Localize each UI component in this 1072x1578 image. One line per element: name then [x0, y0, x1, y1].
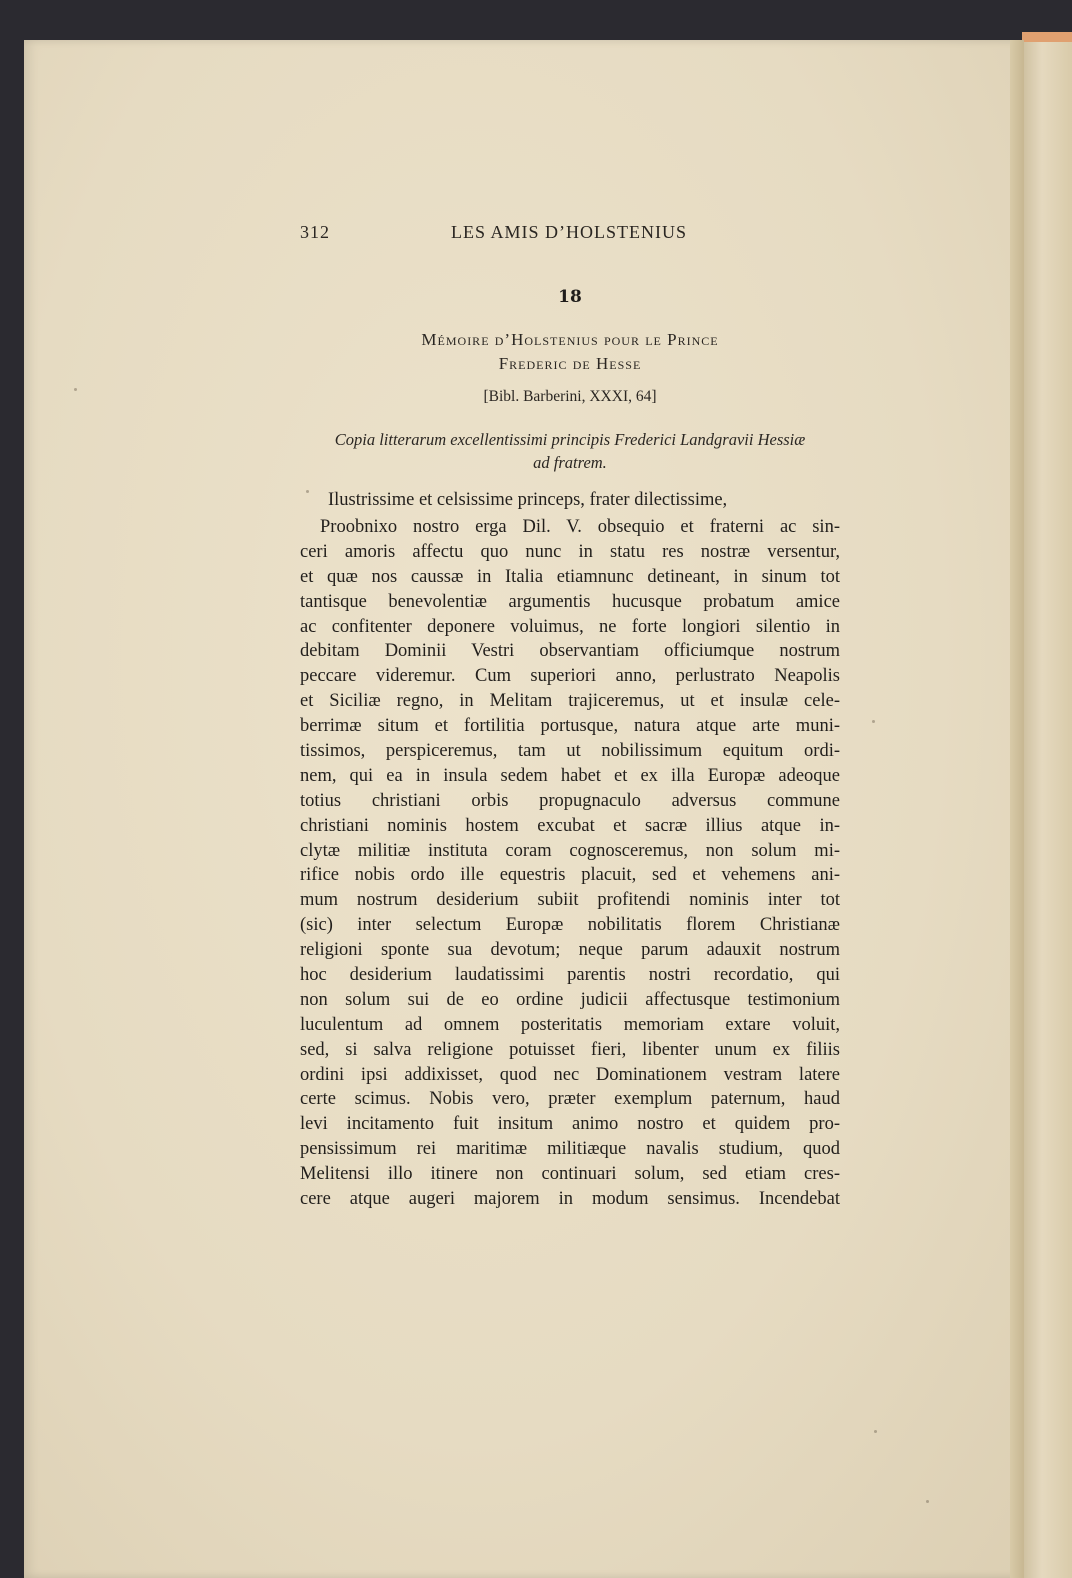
running-head: [300, 222, 840, 246]
text-line: tantisque benevolentiæ argumentis hucusque probatum amice: [300, 591, 840, 612]
text-line: tissimos, perspiceremus, tam ut nobilissimum equitum ordi-: [300, 741, 840, 762]
body-text: [300, 515, 840, 1212]
copia-line: ad fratrem.: [533, 453, 607, 472]
text-line: totius christiani orbis propugnaculo adversus commune: [300, 790, 840, 811]
page-number: 312: [300, 222, 330, 242]
text-line: hoc desiderium laudatissimi parentis nostri recordatio, qui: [300, 965, 840, 986]
text-line: debitam Dominii Vestri observantiam officiumque nostrum: [300, 641, 840, 662]
text-line: mum nostrum desiderium subiit profitendi nominis inter tot: [300, 890, 840, 911]
source-reference: [Bibl. Barberini, XXXI, 64]: [483, 388, 657, 405]
text-line: levi incitamento fuit insitum animo nostro et quidem pro-: [300, 1114, 840, 1135]
text-line: rifice nobis ordo ille equestris placuit, sed et vehemens ani-: [300, 865, 840, 886]
text-line: et Siciliæ regno, in Melitam trajiceremus, ut et insulæ cele-: [300, 691, 840, 712]
paper-speck: [872, 720, 875, 723]
document-title-line: Mémoire d’Holstenius pour le Prince: [421, 330, 719, 349]
text-line: non solum sui de eo ordine judicii affectusque testimonium: [300, 989, 840, 1010]
text-line: Proobnixo nostro erga Dil. V. obsequio et fraterni ac sin-: [320, 517, 840, 537]
text-line: berrimæ situm et fortilitia portusque, natura atque arte muni-: [300, 716, 840, 737]
document-title-line: Frederic de Hesse: [498, 354, 642, 373]
text-line: (sic) inter selectum Europæ nobilitatis florem Christianæ: [300, 915, 840, 936]
text-line: clytæ militiæ instituta coram cognosceremus, non solum mi-: [300, 840, 840, 861]
text-line: ac confitenter deponere voluimus, ne forte longiori silentio in: [300, 616, 840, 637]
section-number: 18: [558, 287, 582, 307]
book-spine: [1010, 40, 1024, 1578]
text-line: religioni sponte sua devotum; neque parum adauxit nostrum: [300, 940, 840, 961]
text-line: et quæ nos caussæ in Italia etiamnunc detineant, in sinum tot: [300, 566, 840, 587]
paper-speck: [926, 1500, 929, 1503]
text-line: sed, si salva religione potuisset fieri, libenter unum ex filiis: [300, 1039, 840, 1060]
running-head-title: LES AMIS D’HOLSTENIUS: [451, 222, 688, 242]
text-line: luculentum ad omnem posteritatis memoriam extare voluit,: [300, 1014, 840, 1035]
text-line: certe scimus. Nobis vero, præter exemplum paternum, haud: [300, 1089, 840, 1110]
copia-line: Copia litterarum excellentissimi principis Frederici Landgravii Hessiæ: [334, 430, 806, 449]
text-line: pensissimum rei maritimæ militiæque navalis studium, quod: [300, 1139, 840, 1160]
paper-speck: [306, 490, 309, 493]
paper-speck: [74, 388, 77, 391]
page-edge-tab: [1022, 32, 1072, 42]
text-line: nem, qui ea in insula sedem habet et ex illa Europæ adeoque: [300, 765, 840, 786]
salutation: Ilustrissime et celsissime princeps, frater dilectissime,: [328, 490, 728, 510]
document-title: [300, 328, 840, 376]
text-line: ordini ipsi addixisset, quod nec Dominationem vestram latere: [300, 1064, 840, 1085]
text-line: cere atque augeri majorem in modum sensimus. Incendebat: [300, 1189, 840, 1210]
copia-heading: [300, 428, 840, 474]
text-line: ceri amoris affectu quo nunc in statu res nostræ versentur,: [300, 541, 840, 562]
paper-speck: [874, 1430, 877, 1433]
text-line: peccare videremur. Cum superiori anno, perlustrato Neapolis: [300, 666, 840, 687]
page-edge: [1022, 32, 1072, 1578]
text-line: Melitensi illo itinere non continuari solum, sed etiam cres-: [300, 1164, 840, 1185]
text-line: christiani nominis hostem excubat et sacræ illius atque in-: [300, 815, 840, 836]
